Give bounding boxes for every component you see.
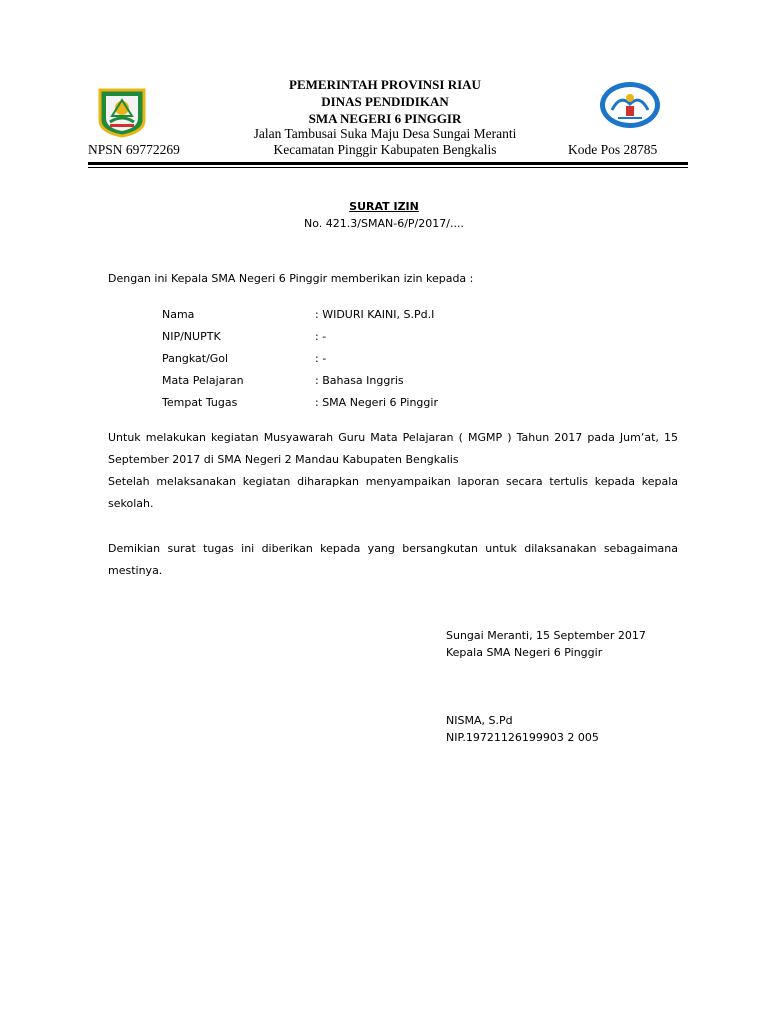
field-label-pangkat: Pangkat/Gol [162,352,229,365]
field-label-nip: NIP/NUPTK [162,330,221,343]
field-value-nama: : WIDURI KAINI, S.Pd.I [315,308,435,321]
signature-nip: NIP.19721126199903 2 005 [446,731,599,744]
body-paragraph-report: Setelah melaksanakan kegiatan diharapkan menyampaikan laporan secara tertulis kepada kepala sekolah. [108,475,678,510]
letterhead-school: SMA NEGERI 6 PINGGIR [308,111,462,126]
letterhead-agency: DINAS PENDIDIKAN [321,94,449,109]
riau-province-emblem-icon [96,86,148,138]
letter-title: SURAT IZIN [349,200,419,213]
postal-code: Kode Pos 28785 [568,142,658,157]
field-label-tempat: Tempat Tugas [162,396,238,409]
intro-text: Dengan ini Kepala SMA Negeri 6 Pinggir memberikan izin kepada : [108,272,474,285]
letterhead-province: PEMERINTAH PROVINSI RIAU [289,77,481,92]
signature-position: Kepala SMA Negeri 6 Pinggir [446,646,603,659]
field-label-nama: Nama [162,308,195,321]
field-value-pangkat: : - [315,352,327,365]
field-label-mapel: Mata Pelajaran [162,374,244,387]
body-paragraph-purpose: Untuk melakukan kegiatan Musyawarah Guru Mata Pelajaran ( MGMP ) Tahun 2017 pada Jum’at, 15 September 2017 di SMA Negeri 2 Mandau Kabupaten Bengkalis [108,431,678,466]
field-value-tempat: : SMA Negeri 6 Pinggir [315,396,438,409]
tut-wuri-handayani-logo-icon [598,80,662,130]
body-paragraph-closing: Demikian surat tugas ini diberikan kepada yang bersangkutan untuk dilaksanakan sebagaimana mestinya. [108,542,678,577]
letterhead-divider-thin [88,167,688,168]
signature-name: NISMA, S.Pd [446,714,513,727]
field-value-nip: : - [315,330,327,343]
signature-place-date: Sungai Meranti, 15 September 2017 [446,629,646,642]
letterhead-divider-thick [88,162,688,165]
field-value-mapel: : Bahasa Inggris [315,374,404,387]
letterhead-address: Jalan Tambusai Suka Maju Desa Sungai Meranti [253,126,517,141]
npsn-number: NPSN 69772269 [88,142,180,157]
letterhead-district: Kecamatan Pinggir Kabupaten Bengkalis [273,142,497,157]
letter-number: No. 421.3/SMAN-6/P/2017/.... [304,217,464,230]
